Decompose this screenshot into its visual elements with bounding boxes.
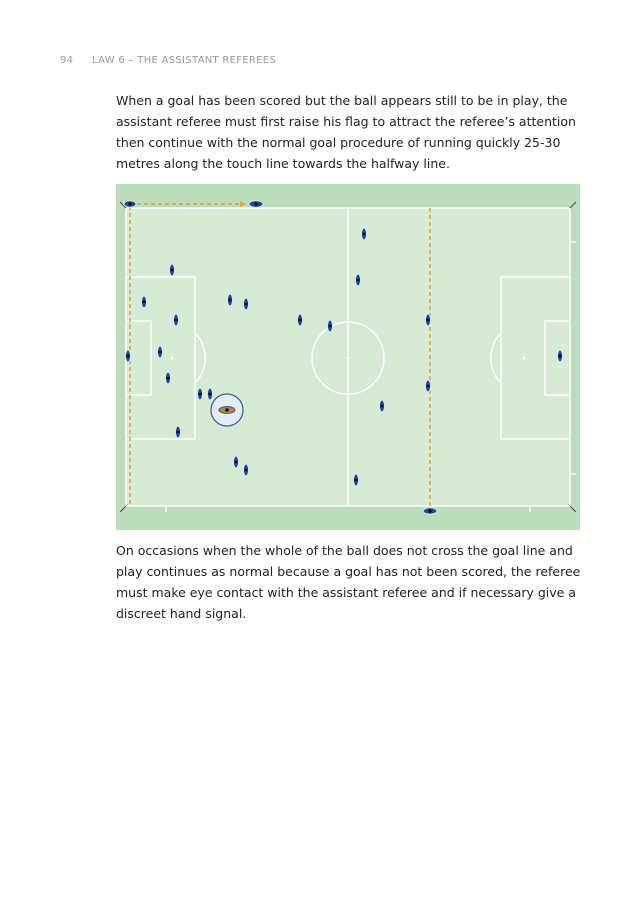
player-icon (207, 388, 212, 400)
page-number: 94 (60, 55, 74, 66)
right-penalty-spot (522, 356, 525, 359)
player-icon (557, 350, 562, 362)
player-icon (169, 264, 174, 276)
referee-icon (219, 407, 235, 414)
followup-paragraph: On occasions when the whole of the ball does not cross the goal line and play continues as normal because a goal has not been scored, the referee must make eye contact with the assistant referee and if necessary give a discreet hand signal. (116, 543, 581, 621)
player-icon (175, 426, 180, 438)
assistant-referee-icon (249, 201, 263, 208)
player-icon (233, 456, 238, 468)
player-icon (227, 294, 232, 306)
player-icon (125, 350, 130, 362)
pitch-diagram (116, 184, 580, 530)
player-icon (361, 228, 366, 240)
centre-spot (346, 356, 349, 359)
assistant-referee-icon (423, 508, 437, 514)
player-icon (297, 314, 302, 326)
assistant-referee-icon (124, 201, 136, 207)
player-icon (355, 274, 360, 286)
player-icon (165, 372, 170, 384)
page-header (60, 55, 276, 66)
player-icon (173, 314, 178, 326)
player-icon (425, 380, 430, 392)
intro-paragraph: When a goal has been scored but the ball appears still to be in play, the assistant referee must first raise his flag to attract the referee’s attention then continue with the normal goal procedure of running quickly 25-30 metres along the touch line towards the halfway line. (116, 93, 576, 171)
player-icon (425, 314, 430, 326)
pitch-svg (116, 184, 580, 530)
player-icon (379, 400, 384, 412)
section-title: LAW 6 – THE ASSISTANT REFEREES (92, 55, 277, 66)
player-icon (157, 346, 162, 358)
left-penalty-spot (170, 356, 173, 359)
player-icon (197, 388, 202, 400)
player-icon (141, 296, 146, 308)
player-icon (243, 298, 248, 310)
player-icon (327, 320, 332, 332)
player-icon (243, 464, 248, 476)
player-icon (353, 474, 358, 486)
